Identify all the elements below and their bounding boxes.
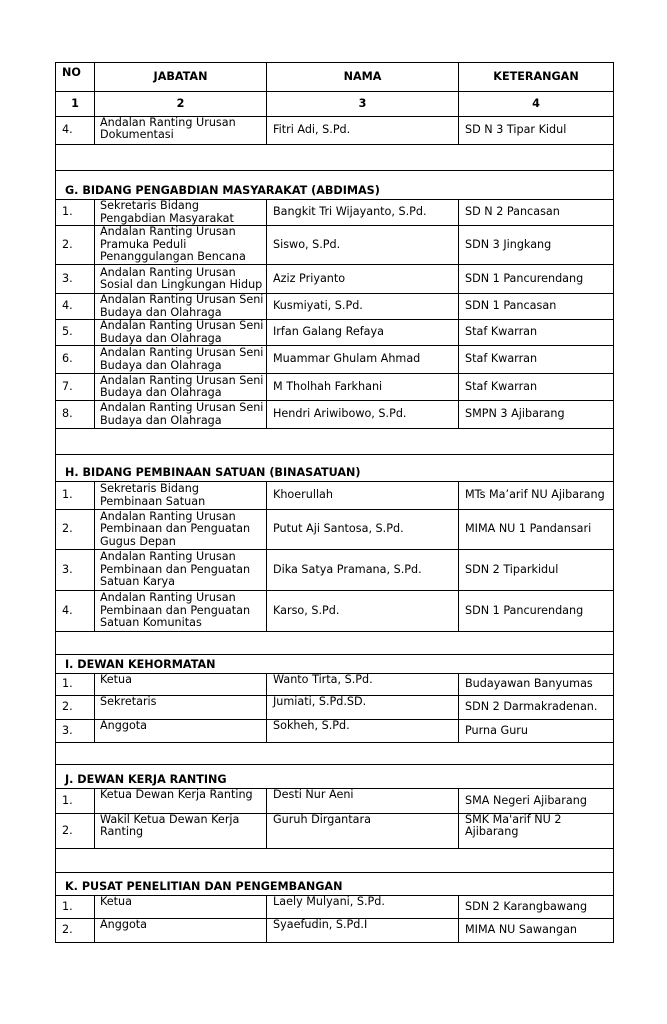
row-keterangan: Purna Guru <box>459 720 614 743</box>
blank-row <box>56 145 614 171</box>
row-no: 2. <box>56 919 95 943</box>
sections-body <box>56 145 614 943</box>
table-row <box>56 401 614 429</box>
table-row <box>56 294 614 320</box>
row-jabatan: Wakil Ketua Dewan Kerja Ranting <box>95 814 267 849</box>
row-nama: Fitri Adi, S.Pd. <box>267 117 459 145</box>
column-number: 3 <box>267 92 459 117</box>
row-nama: Desti Nur Aeni <box>267 789 459 814</box>
section-title: G. BIDANG PENGABDIAN MASYARAKAT (ABDIMAS) <box>56 171 614 200</box>
table-row <box>56 674 614 696</box>
table-row <box>56 482 614 510</box>
table-row <box>56 550 614 591</box>
row-no: 3. <box>56 720 95 743</box>
row-no: 1. <box>56 200 95 226</box>
blank-cell <box>56 145 614 171</box>
blank-row <box>56 743 614 765</box>
section-row <box>56 655 614 674</box>
blank-cell <box>56 849 614 873</box>
row-keterangan: SD N 2 Pancasan <box>459 200 614 226</box>
row-keterangan: MIMA NU 1 Pandansari <box>459 510 614 550</box>
row-no: 5. <box>56 320 95 346</box>
row-jabatan: Andalan Ranting Urusan Pembinaan dan Penguatan Gugus Depan <box>95 510 267 550</box>
row-no: 1. <box>56 896 95 919</box>
row-nama: Syaefudin, S.Pd.I <box>267 919 459 943</box>
row-nama: Bangkit Tri Wijayanto, S.Pd. <box>267 200 459 226</box>
section-title: K. PUSAT PENELITIAN DAN PENGEMBANGAN <box>56 873 614 896</box>
row-keterangan: Staf Kwarran <box>459 346 614 374</box>
column-number: 1 <box>56 92 95 117</box>
table-row <box>56 510 614 550</box>
pengurus-table <box>55 62 614 943</box>
table-row <box>56 696 614 720</box>
row-jabatan: Sekretaris Bidang Pembinaan Satuan <box>95 482 267 510</box>
column-number: 2 <box>95 92 267 117</box>
header-no: NO <box>56 63 95 92</box>
table-row <box>56 346 614 374</box>
row-keterangan: SDN 1 Pancasan <box>459 294 614 320</box>
row-nama: Siswo, S.Pd. <box>267 226 459 265</box>
row-keterangan: Staf Kwarran <box>459 374 614 401</box>
row-no: 6. <box>56 346 95 374</box>
blank-row <box>56 632 614 655</box>
row-no: 8. <box>56 401 95 429</box>
table-row <box>56 919 614 943</box>
row-jabatan: Anggota <box>95 919 267 943</box>
column-number: 4 <box>459 92 614 117</box>
section-row <box>56 873 614 896</box>
row-keterangan: SMPN 3 Ajibarang <box>459 401 614 429</box>
section-row <box>56 765 614 789</box>
table-row <box>56 789 614 814</box>
row-no: 7. <box>56 374 95 401</box>
row-no: 4. <box>56 117 95 145</box>
row-no: 2. <box>56 696 95 720</box>
row-no: 2. <box>56 510 95 550</box>
row-no: 4. <box>56 591 95 632</box>
blank-cell <box>56 632 614 655</box>
row-no: 2. <box>56 226 95 265</box>
header-jabatan: JABATAN <box>95 63 267 92</box>
header-nama: NAMA <box>267 63 459 92</box>
table-row <box>56 117 614 145</box>
row-nama: Kusmiyati, S.Pd. <box>267 294 459 320</box>
row-keterangan: SDN 2 Darmakradenan. <box>459 696 614 720</box>
row-nama: Dika Satya Pramana, S.Pd. <box>267 550 459 591</box>
table-row <box>56 896 614 919</box>
row-nama: Aziz Priyanto <box>267 265 459 294</box>
row-nama: Sokheh, S.Pd. <box>267 720 459 743</box>
row-nama: M Tholhah Farkhani <box>267 374 459 401</box>
blank-row <box>56 429 614 455</box>
row-jabatan: Ketua <box>95 674 267 696</box>
row-jabatan: Ketua Dewan Kerja Ranting <box>95 789 267 814</box>
table-row <box>56 200 614 226</box>
row-nama: Muammar Ghulam Ahmad <box>267 346 459 374</box>
row-no: 3. <box>56 265 95 294</box>
row-keterangan: MTs Ma’arif NU Ajibarang <box>459 482 614 510</box>
row-jabatan: Anggota <box>95 720 267 743</box>
table-row <box>56 320 614 346</box>
section-row <box>56 455 614 482</box>
row-no: 1. <box>56 789 95 814</box>
row-jabatan: Sekretaris Bidang Pengabdian Masyarakat <box>95 200 267 226</box>
table-row <box>56 374 614 401</box>
row-no: 1. <box>56 482 95 510</box>
row-nama: Karso, S.Pd. <box>267 591 459 632</box>
row-jabatan: Andalan Ranting Urusan Dokumentasi <box>95 117 267 145</box>
blank-cell <box>56 429 614 455</box>
blank-cell <box>56 743 614 765</box>
row-keterangan: SMK Ma'arif NU 2 Ajibarang <box>459 814 614 849</box>
row-jabatan: Andalan Ranting Urusan Pramuka Peduli Penanggulangan Bencana <box>95 226 267 265</box>
row-jabatan: Andalan Ranting Urusan Seni Budaya dan Olahraga <box>95 320 267 346</box>
row-nama: Laely Mulyani, S.Pd. <box>267 896 459 919</box>
section-title: J. DEWAN KERJA RANTING <box>56 765 614 789</box>
row-nama: Putut Aji Santosa, S.Pd. <box>267 510 459 550</box>
row-keterangan: SDN 3 Jingkang <box>459 226 614 265</box>
row-nama: Irfan Galang Refaya <box>267 320 459 346</box>
row-jabatan: Andalan Ranting Urusan Seni Budaya dan Olahraga <box>95 374 267 401</box>
section-title: H. BIDANG PEMBINAAN SATUAN (BINASATUAN) <box>56 455 614 482</box>
row-jabatan: Andalan Ranting Urusan Pembinaan dan Penguatan Satuan Karya <box>95 550 267 591</box>
row-nama: Khoerullah <box>267 482 459 510</box>
row-jabatan: Andalan Ranting Urusan Sosial dan Lingkungan Hidup <box>95 265 267 294</box>
table-header-row <box>56 63 614 92</box>
row-keterangan: SDN 1 Pancurendang <box>459 265 614 294</box>
table-row <box>56 591 614 632</box>
header-keterangan: KETERANGAN <box>459 63 614 92</box>
row-nama: Wanto Tirta, S.Pd. <box>267 674 459 696</box>
row-keterangan: SD N 3 Tipar Kidul <box>459 117 614 145</box>
table-row <box>56 720 614 743</box>
row-keterangan: SMA Negeri Ajibarang <box>459 789 614 814</box>
row-jabatan: Andalan Ranting Urusan Seni Budaya dan Olahraga <box>95 346 267 374</box>
row-keterangan: MIMA NU Sawangan <box>459 919 614 943</box>
row-keterangan: SDN 1 Pancurendang <box>459 591 614 632</box>
table-row <box>56 226 614 265</box>
blank-row <box>56 849 614 873</box>
row-jabatan: Andalan Ranting Urusan Seni Budaya dan Olahraga <box>95 401 267 429</box>
row-no: 1. <box>56 674 95 696</box>
row-no: 4. <box>56 294 95 320</box>
column-number-row <box>56 92 614 117</box>
table-row <box>56 265 614 294</box>
row-jabatan: Andalan Ranting Urusan Pembinaan dan Penguatan Satuan Komunitas <box>95 591 267 632</box>
row-jabatan: Sekretaris <box>95 696 267 720</box>
row-no: 3. <box>56 550 95 591</box>
row-keterangan: Staf Kwarran <box>459 320 614 346</box>
row-nama: Guruh Dirgantara <box>267 814 459 849</box>
row-jabatan: Ketua <box>95 896 267 919</box>
row-no: 2. <box>56 814 95 849</box>
row-nama: Hendri Ariwibowo, S.Pd. <box>267 401 459 429</box>
row-jabatan: Andalan Ranting Urusan Seni Budaya dan Olahraga <box>95 294 267 320</box>
row-keterangan: SDN 2 Tiparkidul <box>459 550 614 591</box>
row-nama: Jumiati, S.Pd.SD. <box>267 696 459 720</box>
row-keterangan: Budayawan Banyumas <box>459 674 614 696</box>
section-row <box>56 171 614 200</box>
table-row <box>56 814 614 849</box>
section-title: I. DEWAN KEHORMATAN <box>56 655 614 674</box>
row-keterangan: SDN 2 Karangbawang <box>459 896 614 919</box>
